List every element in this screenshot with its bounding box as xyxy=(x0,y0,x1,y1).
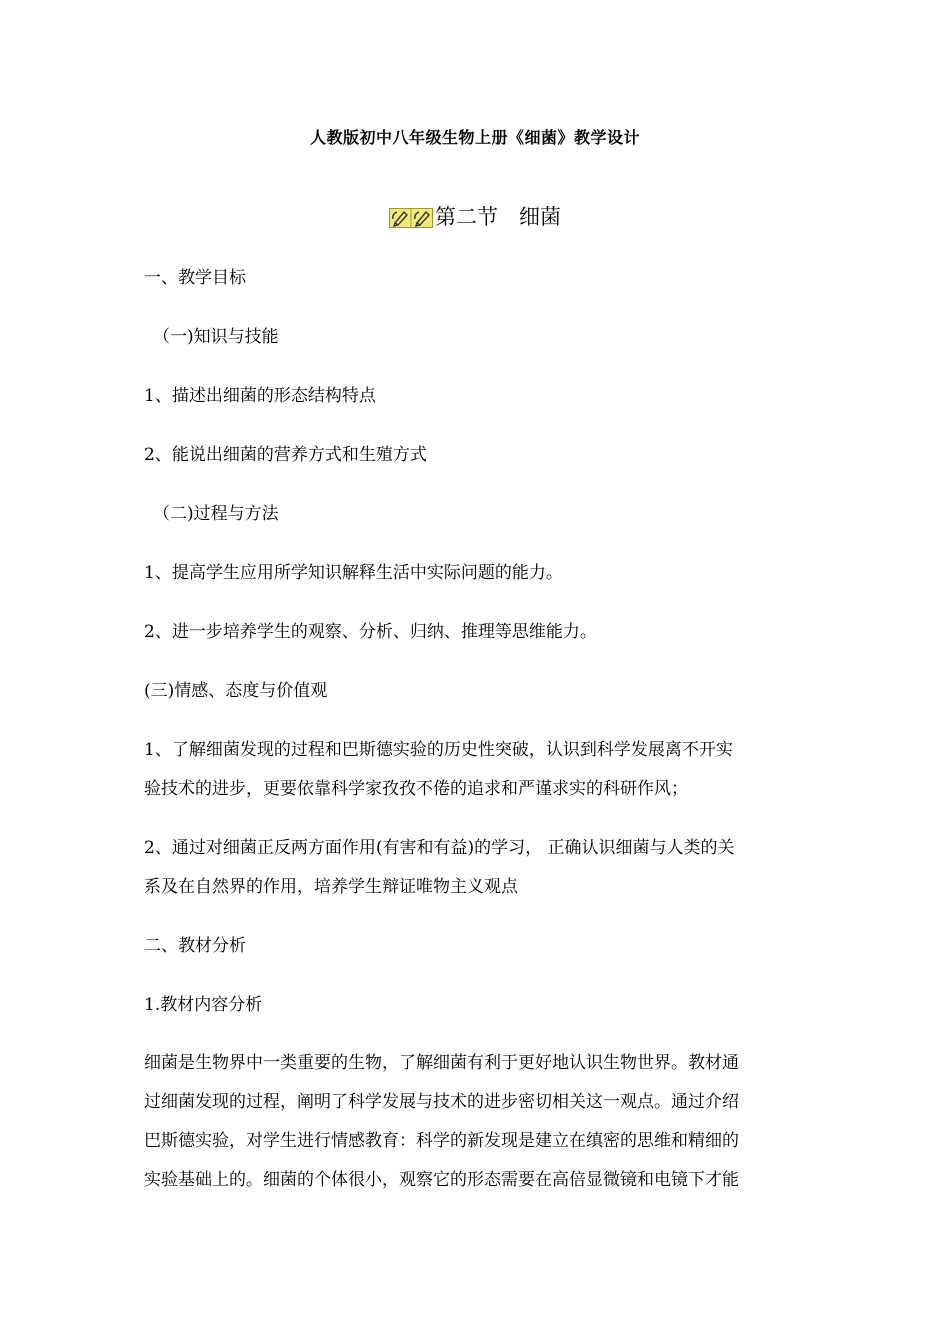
subheading-process-method: （二)过程与方法 xyxy=(153,504,279,524)
heading-textbook-analysis: 二、教材分析 xyxy=(144,936,246,956)
goal-item: 2、进一步培养学生的观察、分析、归纳、推理等思维能力。 xyxy=(144,622,597,642)
goal-item: 1、提高学生应用所学知识解释生活中实际问题的能力。 xyxy=(144,563,563,583)
section-heading xyxy=(0,203,950,235)
subheading-content-analysis: 1.教材内容分析 xyxy=(144,995,263,1015)
goal-item: 2、能说出细菌的营养方式和生殖方式 xyxy=(144,445,427,465)
goal-item-continued: 验技术的进步，更要依靠科学家孜孜不倦的追求和严谨求实的科研作风； xyxy=(144,779,688,799)
subheading-emotion-values: (三)情感、态度与价值观 xyxy=(144,681,328,701)
goal-item: 2、通过对细菌正反两方面作用(有害和有益)的学习， 正确认识细菌与人类的关 xyxy=(144,838,735,858)
paragraph-line: 实验基础上的。细菌的个体很小，观察它的形态需要在高倍显微镜和电镜下才能 xyxy=(144,1170,739,1190)
paragraph-line: 细菌是生物界中一类重要的生物，了解细菌有利于更好地认识生物世界。教材通 xyxy=(144,1053,739,1073)
document-title: 人教版初中八年级生物上册《细菌》教学设计 xyxy=(309,128,640,147)
heading-teaching-goals: 一、教学目标 xyxy=(144,268,246,288)
goal-item: 1、了解细菌发现的过程和巴斯德实验的历史性突破，认识到科学发展离不开实 xyxy=(144,740,733,760)
subheading-knowledge-skills: （一)知识与技能 xyxy=(153,327,279,347)
goal-item-continued: 系及在自然界的作用，培养学生辩证唯物主义观点 xyxy=(144,877,518,897)
goal-item: 1、描述出细菌的形态结构特点 xyxy=(144,386,376,406)
paragraph-line: 过细菌发现的过程，阐明了科学发展与技术的进步密切相关这一观点。通过介绍 xyxy=(144,1092,739,1112)
section-heading-text: 第二节 细菌 xyxy=(435,205,561,229)
paragraph-line: 巴斯德实验，对学生进行情感教育：科学的新发现是建立在缜密的思维和精细的 xyxy=(144,1131,739,1151)
pencil-ornament-icon xyxy=(389,207,433,235)
